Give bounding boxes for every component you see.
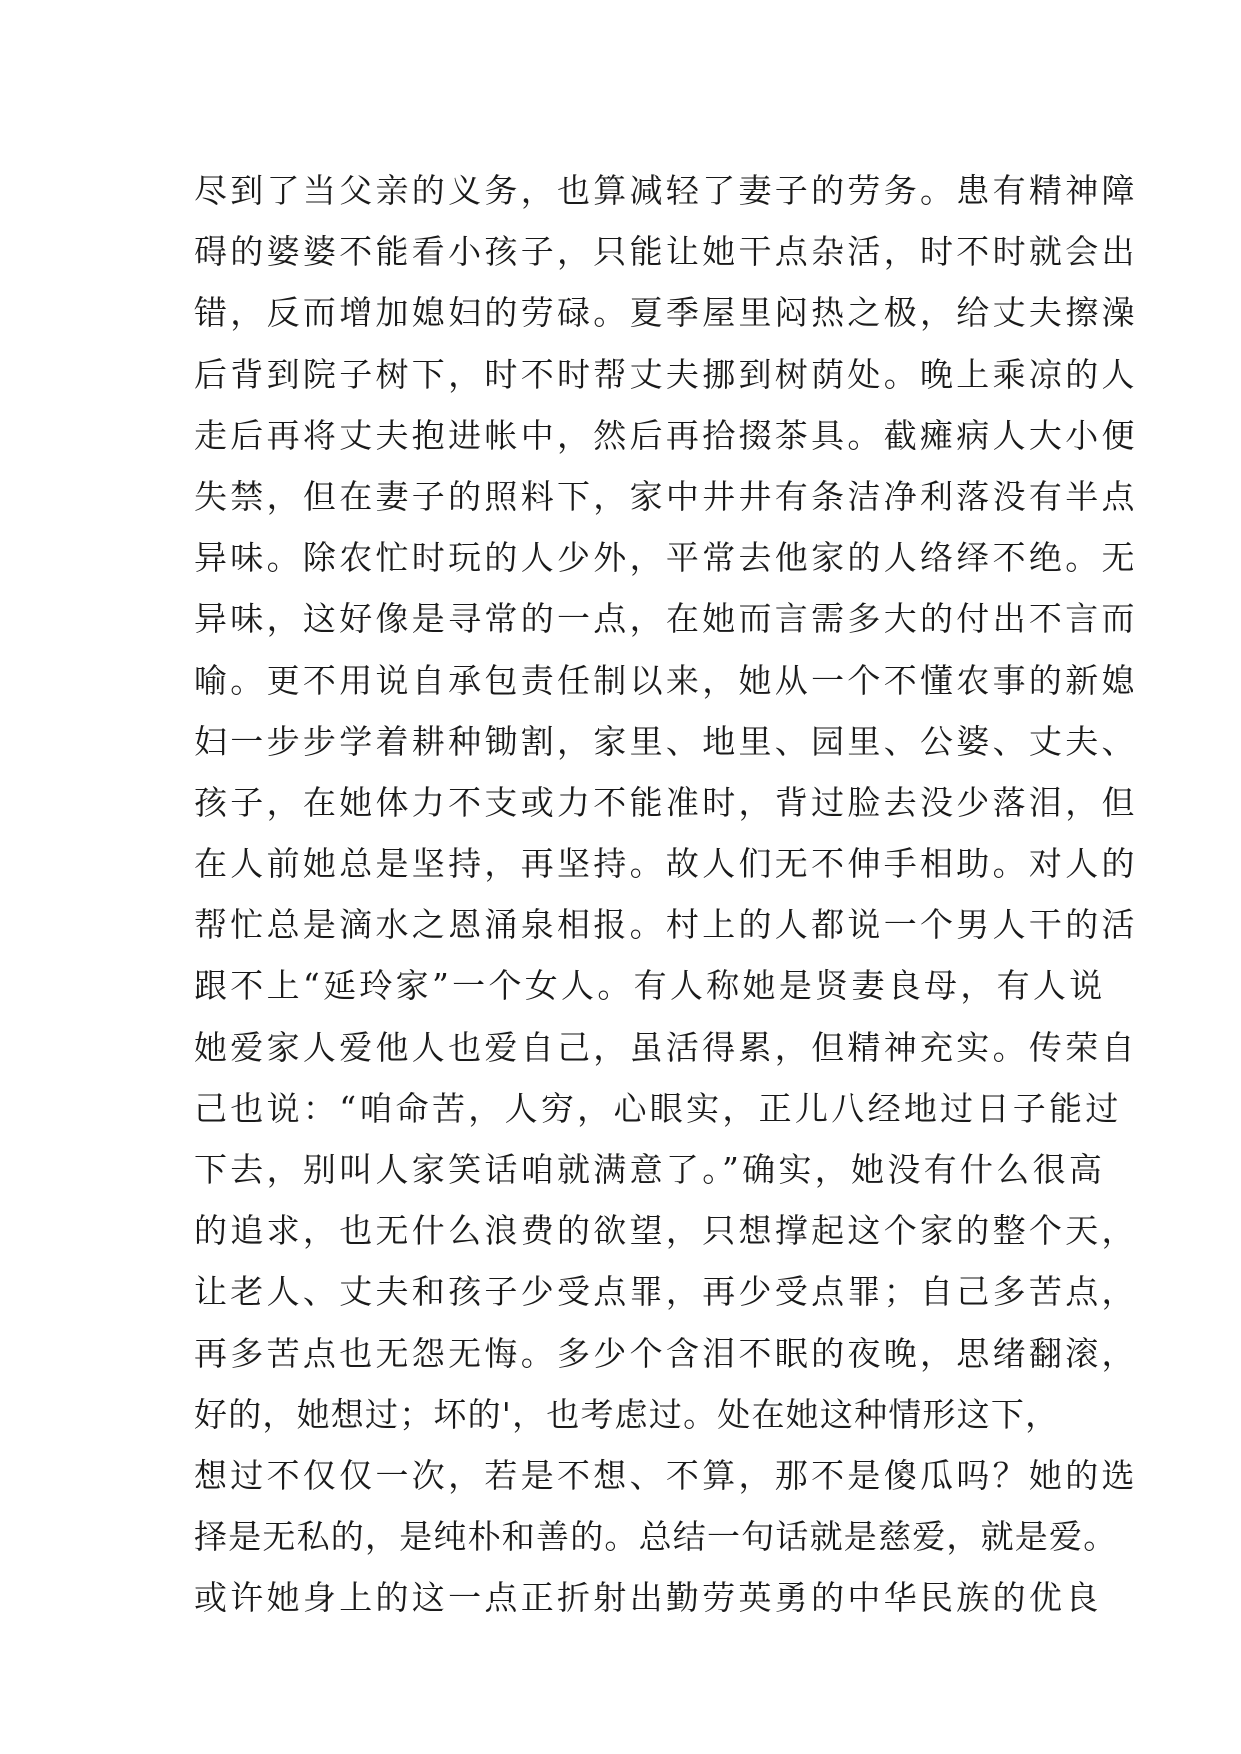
text-line: 后背到院子树下，时不时帮丈夫挪到树荫处。晚上乘凉的人 [194,354,1138,394]
text-line: 下去，别叫人家笑话咱就满意了。”确实，她没有什么很高 [194,1150,1106,1189]
text-line: 择是无私的，是纯朴和善的。总结一句话就是慈爱，就是爱。 [194,1517,1118,1557]
text-line: 孩子，在她体力不支或力不能准时，背过脸去没少落泪，但 [194,782,1138,822]
text-line: 错，反而增加媳妇的劳碌。夏季屋里闷热之极，给丈夫擦澡 [194,293,1138,333]
text-line: 帮忙总是滴水之恩涌泉相报。村上的人都说一个男人干的活 [194,905,1138,945]
text-line: 喻。更不用说自承包责任制以来，她从一个不懂农事的新媳 [194,660,1138,700]
text-line: 想过不仅仅一次，若是不想、不算，那不是傻瓜吗？她的选 [194,1455,1138,1495]
text-line: 碍的婆婆不能看小孩子，只能让她干点杂活，时不时就会出 [194,232,1138,272]
text-line: 她爱家人爱他人也爱自己，虽活得累，但精神充实。传荣自 [194,1027,1138,1067]
text-line: 己也说：“咱命苦，人穷，心眼实，正儿八经地过日子能过 [194,1088,1122,1128]
text-line: 失禁，但在妻子的照料下，家中井井有条洁净利落没有半点 [194,476,1138,516]
text-line: 在人前她总是坚持，再坚持。故人们无不伸手相助。对人的 [194,844,1138,884]
text-line: 让老人、丈夫和孩子少受点罪，再少受点罪；自己多苦点， [194,1272,1138,1312]
text-line: 跟不上“延玲家”一个女人。有人称她是贤妻良母，有人说 [194,966,1106,1006]
text-line: 妇一步步学着耕种锄割，家里、地里、园里、公婆、丈夫、 [194,721,1138,761]
text-line: 好的，她想过；坏的'，也考虑过。处在她这种情形这下， [194,1394,1060,1434]
text-line: 尽到了当父亲的义务，也算减轻了妻子的劳务。患有精神障 [194,171,1138,210]
text-line: 走后再将丈夫抱进帐中，然后再拾掇茶具。截瘫病人大小便 [194,415,1138,455]
text-line: 或许她身上的这一点正折射出勤劳英勇的中华民族的优良 [194,1578,1102,1618]
text-line: 异味。除农忙时玩的人少外，平常去他家的人络绎不绝。无 [194,538,1138,578]
text-line: 的追求，也无什么浪费的欲望，只想撑起这个家的整个天， [194,1211,1138,1251]
body-text [194,160,1138,1629]
text-line: 再多苦点也无怨无悔。多少个含泪不眠的夜晚，思绪翻滚， [194,1333,1138,1373]
text-line: 异味，这好像是寻常的一点，在她而言需多大的付出不言而 [194,599,1138,639]
